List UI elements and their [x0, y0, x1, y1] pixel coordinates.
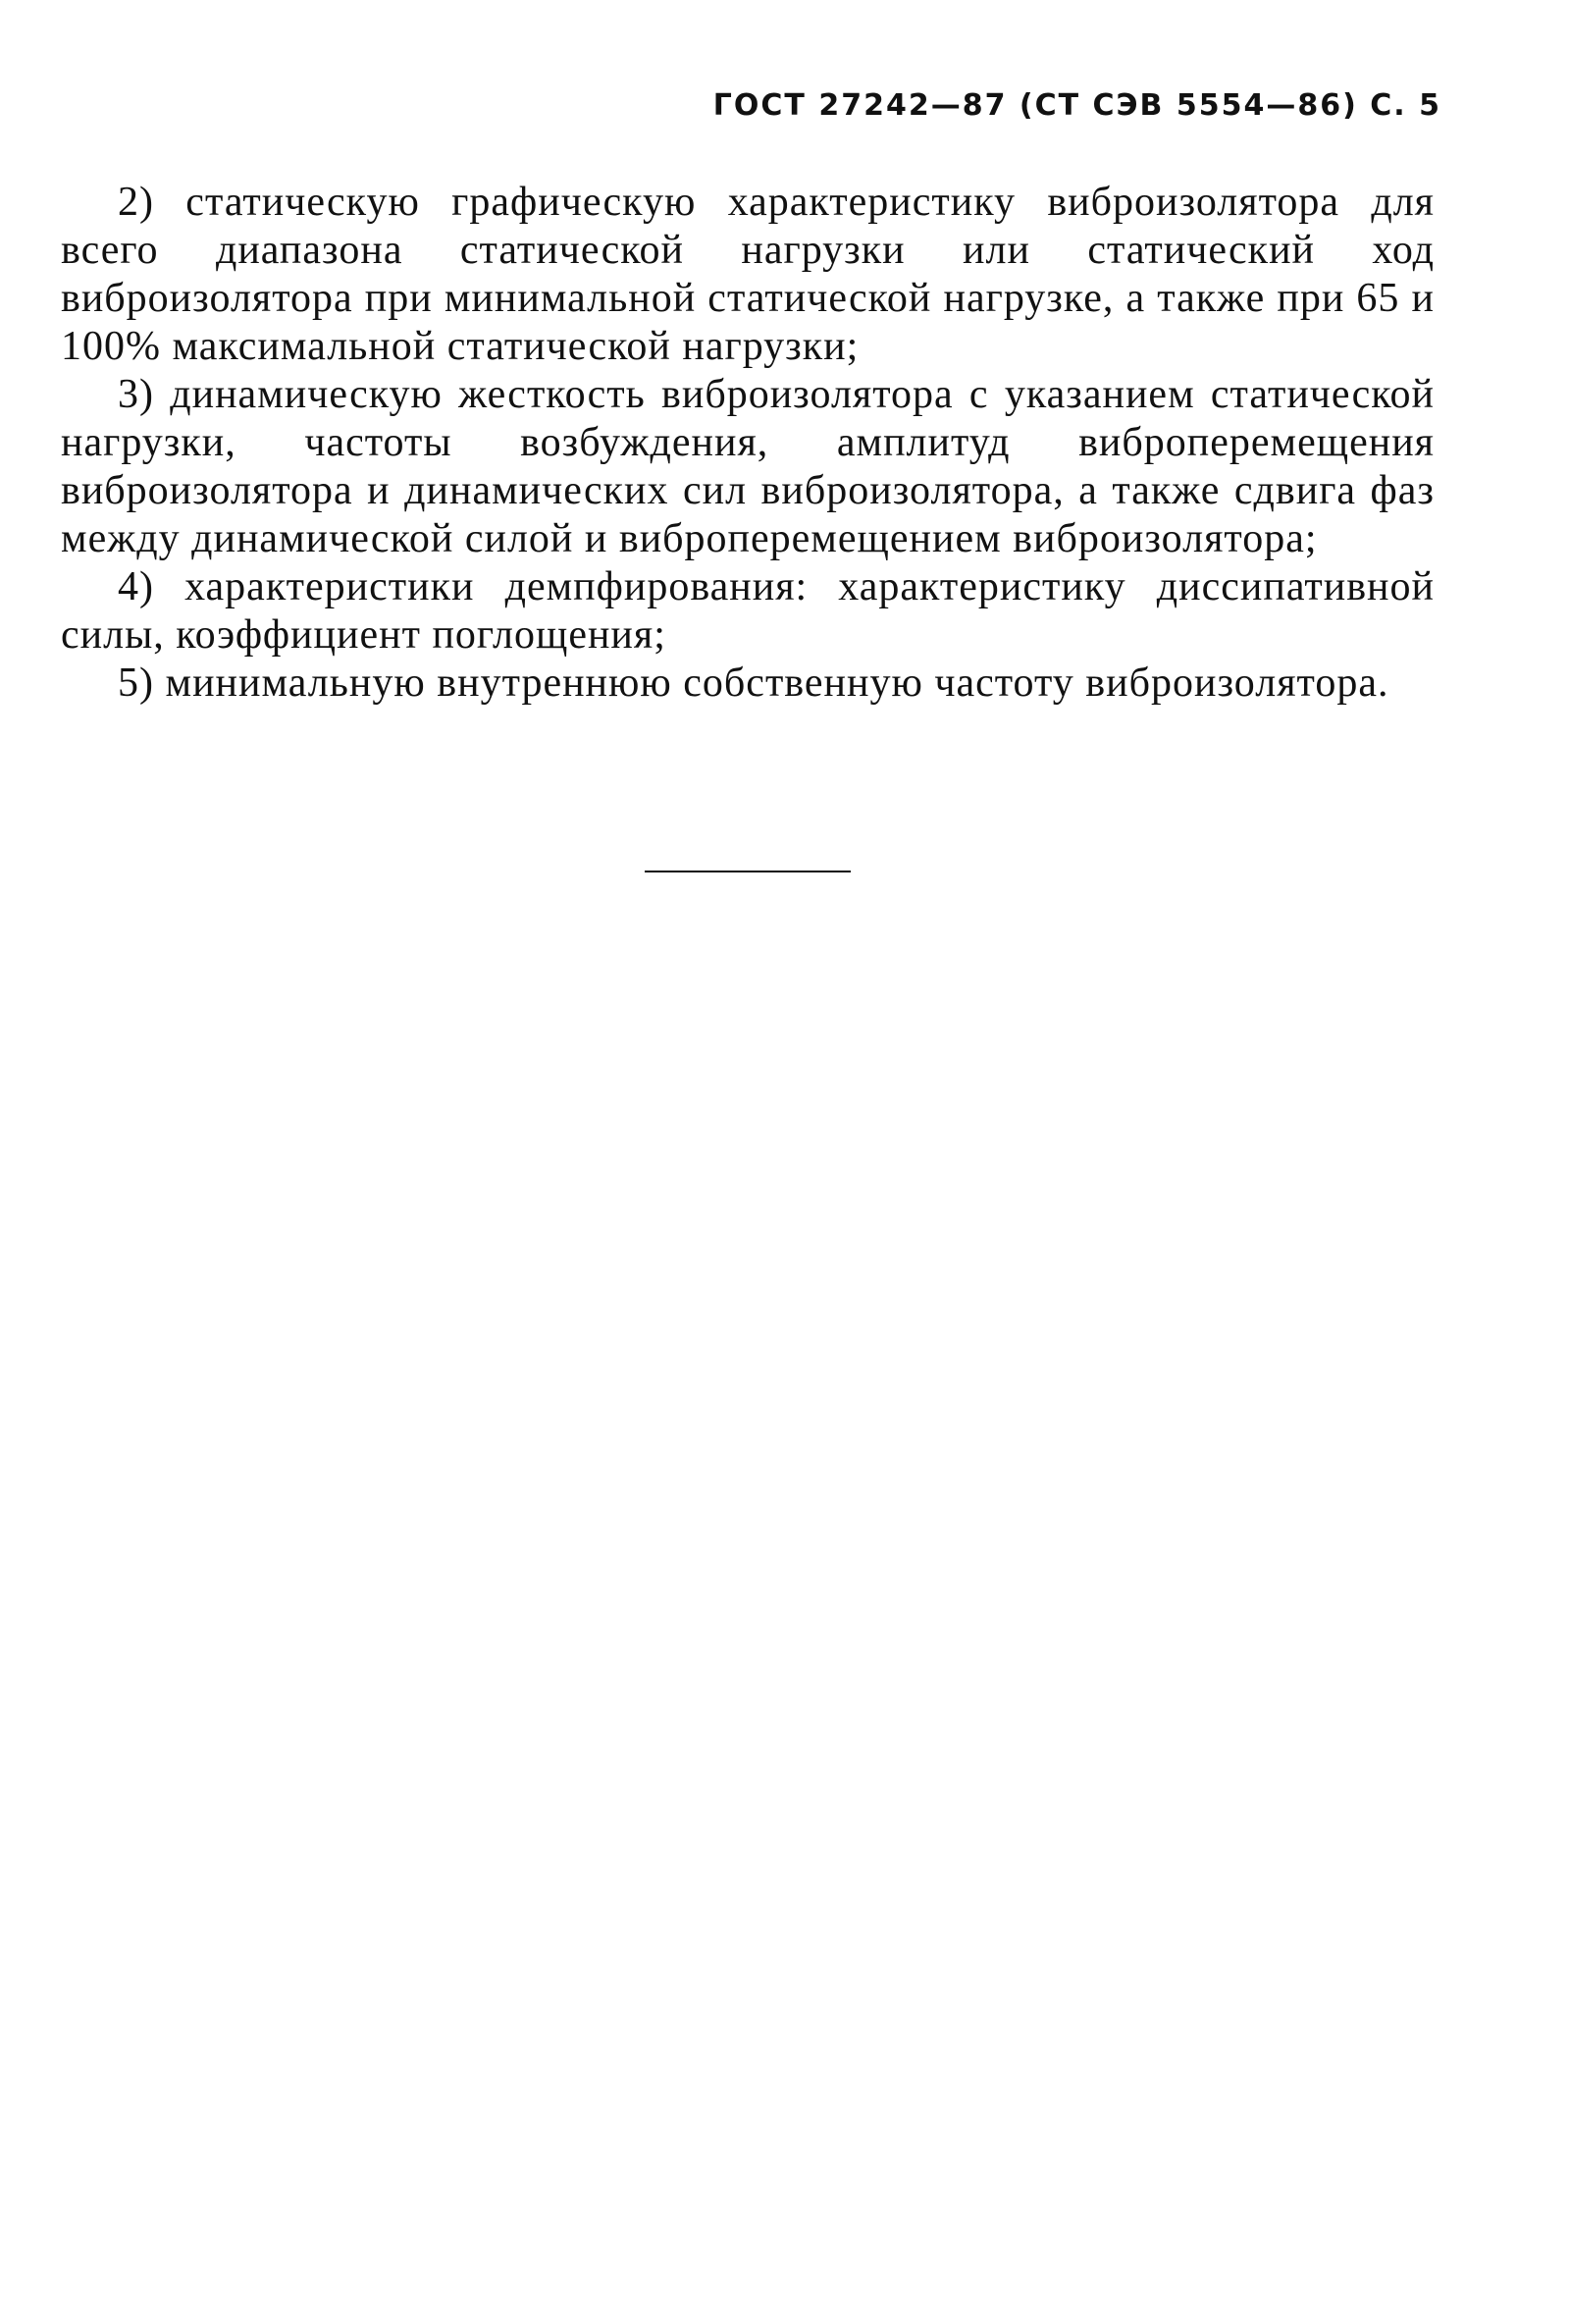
end-divider [645, 871, 851, 872]
list-item-3: 3) динамическую жесткость виброизолятора с указанием статической нагрузки, частоты возбуждения, амплитуд виброперемещения виброизолятора и динамических сил виброизолятора, а также сдвига фаз между динамической силой и виброперемещением виброизолятора; [61, 372, 1435, 561]
list-item-4: 4) характеристики демпфирования: характеристику диссипативной силы, коэффициент поглощения; [61, 564, 1435, 658]
list-item-2: 2) статическую графическую характеристику виброизолятора для всего диапазона статической нагрузки или статический ход виброизолятора при минимальной статической нагрузке, а также при 65 и 100% максимальной статической нагрузки; [61, 180, 1435, 369]
list-item-5: 5) минимальную внутреннюю собственную частоту виброизолятора. [118, 660, 1389, 706]
body-text [61, 179, 1435, 708]
running-header: ГОСТ 27242—87 (СТ СЭВ 5554—86) С. 5 [712, 88, 1441, 123]
